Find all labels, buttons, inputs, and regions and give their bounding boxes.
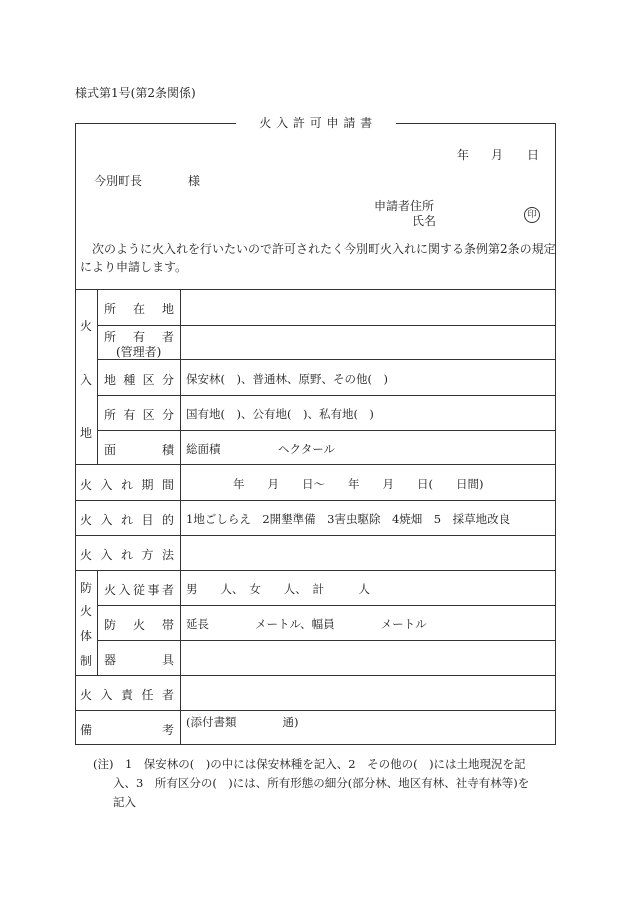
form-title: 火 入 許 可 申 請 書: [236, 114, 396, 131]
value-area[interactable]: 総面積 ヘクタール: [186, 442, 336, 456]
addressee-honorific: 様: [188, 174, 201, 188]
group-column-divider: [97, 289, 98, 465]
label-responsible: 火 入 責 任 者: [80, 688, 174, 702]
fire-system-char-2: 火: [79, 604, 92, 618]
applicant-address-label: 申請者住所: [374, 199, 435, 213]
land-group-char-2: 入: [79, 373, 92, 387]
date-day-label: 日: [527, 148, 540, 162]
label-equipment: 器 具: [104, 653, 174, 667]
row-divider: [97, 430, 556, 431]
land-group-char-3: 地: [79, 426, 92, 440]
applicant-name-label: 氏名: [412, 214, 437, 228]
date-year-label: 年: [457, 148, 470, 162]
note-line-1: (注) 1 保安林の( )の中には保安林種を記入、2 その他の( )には土地現況を記: [93, 757, 526, 771]
fire-system-char-4: 制: [79, 654, 92, 668]
row-divider: [97, 395, 556, 396]
row-divider: [75, 675, 556, 676]
value-firebreak[interactable]: 延長 メートル、幅員 メートル: [186, 617, 427, 631]
row-divider: [75, 710, 556, 711]
table-top-border: [75, 289, 556, 290]
label-remarks: 備 考: [80, 723, 174, 737]
value-workers[interactable]: 男 人、 女 人、 計 人: [186, 582, 370, 596]
label-land-type: 地 種 区 分: [104, 373, 174, 387]
row-divider: [97, 325, 556, 326]
value-purpose[interactable]: 1地ごしらえ 2開墾準備 3害虫駆除 4焼畑 5 採草地改良: [186, 512, 511, 526]
label-period: 火 入 れ 期 間: [80, 478, 174, 492]
row-divider: [75, 535, 556, 536]
row-divider: [75, 464, 556, 465]
value-land-type[interactable]: 保安林( )、普通林、原野、その他( ): [186, 372, 388, 386]
value-period[interactable]: 年 月 日～ 年 月 日( 日間): [233, 477, 484, 491]
label-location: 所 在 地: [104, 302, 174, 316]
form-number: 様式第1号(第2条関係): [75, 86, 196, 100]
fire-system-char-3: 体: [79, 629, 92, 643]
row-divider: [97, 359, 556, 360]
group-column-divider: [97, 570, 98, 675]
row-divider: [97, 640, 556, 641]
land-group-char-1: 火: [79, 319, 92, 333]
note-line-3: 記入: [113, 795, 136, 809]
value-remarks[interactable]: (添付書類 通): [186, 715, 299, 729]
row-divider: [75, 500, 556, 501]
row-divider: [97, 605, 556, 606]
date-month-label: 月: [491, 148, 504, 162]
label-owner: 所 有 者: [104, 330, 174, 344]
fire-system-char-1: 防: [79, 581, 92, 595]
row-divider: [75, 570, 556, 571]
label-owner-sub: (管理者): [116, 345, 162, 359]
value-ownership-type[interactable]: 国有地( )、公有地( )、私有地( ): [186, 407, 374, 421]
statement-line-2: により申請します。: [80, 260, 188, 274]
addressee-name: 今別町長: [94, 174, 143, 188]
label-method: 火 入 れ 方 法: [80, 548, 174, 562]
label-ownership-type: 所 有 区 分: [104, 408, 174, 422]
label-column-divider: [180, 289, 181, 745]
label-area: 面 積: [104, 443, 174, 457]
seal-mark: 印: [524, 207, 540, 223]
label-firebreak: 防 火 帯: [104, 618, 174, 632]
statement-line-1: 次のように火入れを行いたいので許可されたく今別町火入れに関する条例第2条の規定: [92, 242, 556, 256]
label-purpose: 火 入 れ 目 的: [80, 513, 174, 527]
note-line-2: 入、3 所有区分の( )には、所有形態の細分(部分林、地区有林、社寺有林等)を: [113, 776, 530, 790]
label-workers: 火 入 従 事 者: [104, 583, 174, 597]
